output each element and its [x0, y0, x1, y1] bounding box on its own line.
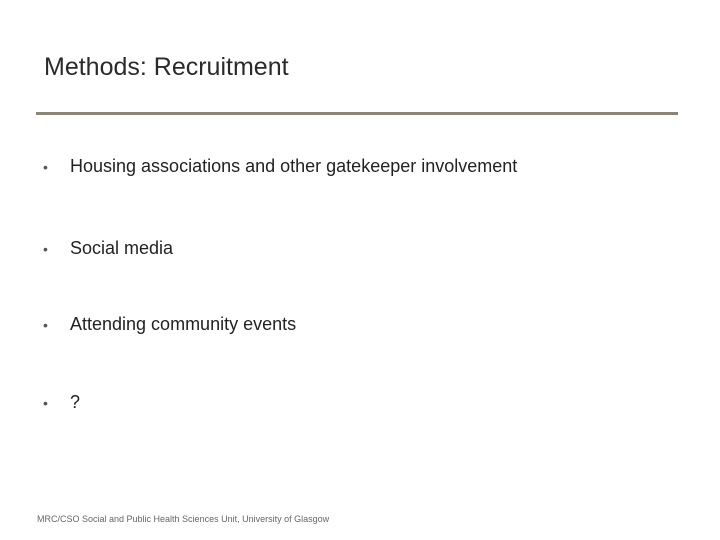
bullet-text: Social media	[70, 238, 174, 258]
slide-title: Methods: Recruitment	[44, 53, 289, 81]
bullet-item	[43, 238, 173, 259]
bullet-text: ?	[70, 392, 81, 412]
bullet-text: Attending community events	[70, 314, 297, 334]
bullet-icon: •	[43, 241, 48, 257]
slide-footer: MRC/CSO Social and Public Health Sciences Unit, University of Glasgow	[37, 514, 330, 524]
bullet-icon: •	[43, 159, 48, 175]
title-divider	[36, 112, 678, 115]
bullet-text: Housing associations and other gatekeeper involvement	[70, 156, 518, 176]
bullet-item	[43, 314, 296, 335]
bullet-item	[43, 392, 80, 413]
bullet-item	[43, 156, 517, 177]
bullet-icon: •	[43, 395, 48, 411]
bullet-icon: •	[43, 317, 48, 333]
